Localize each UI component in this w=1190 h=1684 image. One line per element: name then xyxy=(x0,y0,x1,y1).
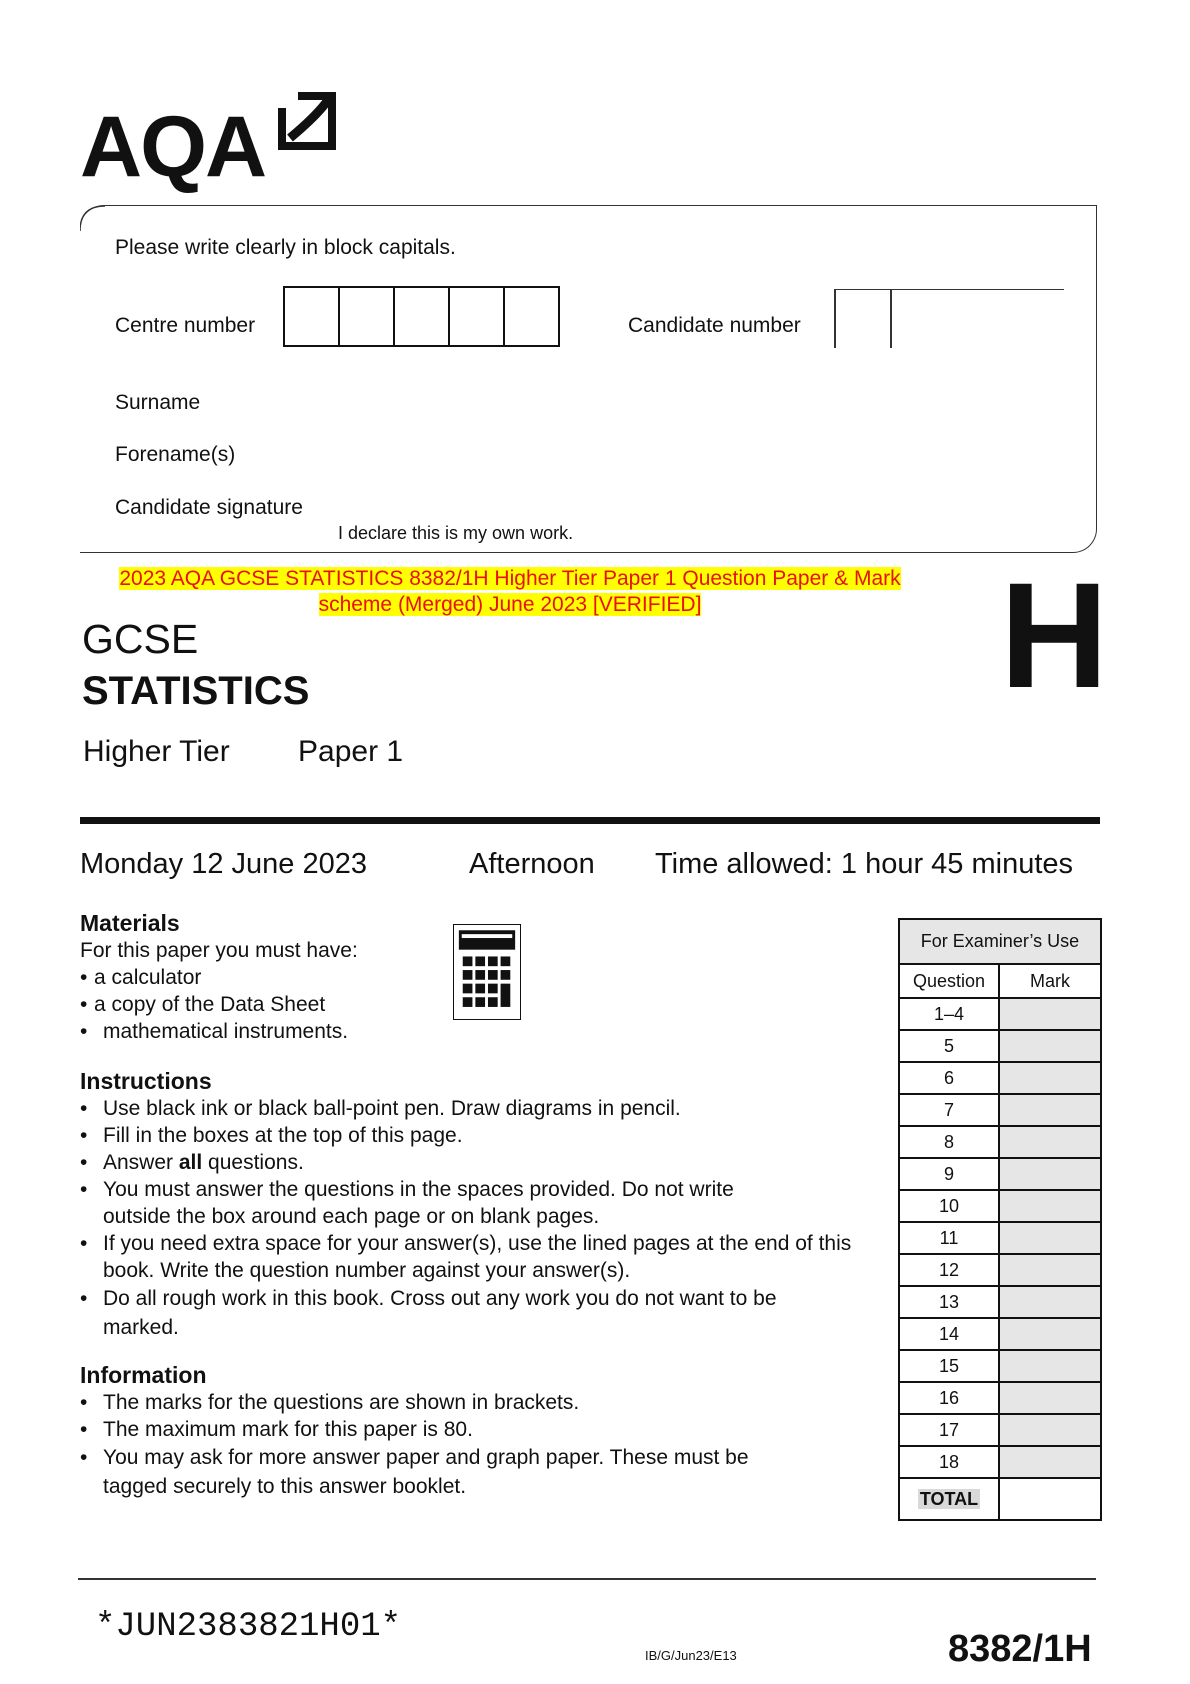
list-item: • Do all rough work in this book. Cross out any work you do not want to be marked. xyxy=(80,1284,783,1342)
mark-cell xyxy=(999,1094,1101,1126)
list-item xyxy=(80,1149,870,1176)
declaration-text: I declare this is my own work. xyxy=(338,523,574,543)
signature-label: Candidate signature xyxy=(115,496,303,519)
total-label: TOTAL xyxy=(899,1478,999,1520)
list-item: • a copy of the Data Sheet xyxy=(80,991,480,1018)
table-row xyxy=(899,1190,1101,1222)
question-number: 14 xyxy=(899,1318,999,1350)
question-number: 10 xyxy=(899,1190,999,1222)
table-row xyxy=(899,1318,1101,1350)
table-row xyxy=(899,1414,1101,1446)
information-title: Information xyxy=(80,1362,207,1388)
answer-post: questions. xyxy=(202,1151,304,1174)
table-row xyxy=(899,1350,1101,1382)
centre-number-digit[interactable] xyxy=(503,286,560,347)
answer-bold: all xyxy=(178,1151,203,1174)
tier-label: Higher Tier xyxy=(83,735,230,768)
list-item: • Fill in the boxes at the top of this page. xyxy=(80,1122,870,1149)
question-number: 1–4 xyxy=(899,998,999,1030)
question-number: 12 xyxy=(899,1254,999,1286)
exam-session: Afternoon xyxy=(469,848,595,880)
table-row xyxy=(899,1062,1101,1094)
question-number: 8 xyxy=(899,1126,999,1158)
table-row xyxy=(899,1382,1101,1414)
total-row xyxy=(899,1478,1101,1520)
list-item: • a calculator xyxy=(80,964,480,991)
list-item: • You must answer the questions in the spaces provided. Do not write outside the box around each page or on blank pages. xyxy=(80,1176,783,1230)
reference-code: IB/G/Jun23/E13 xyxy=(645,1648,737,1663)
mark-cell xyxy=(999,1030,1101,1062)
aqa-tick-icon xyxy=(278,92,336,150)
instructions-title: Instructions xyxy=(80,1068,212,1094)
exam-date: Monday 12 June 2023 xyxy=(80,848,367,880)
instructions-section xyxy=(80,1068,870,1342)
materials-intro: For this paper you must have: xyxy=(80,939,358,962)
list-item: • Use black ink or black ball-point pen. Draw diagrams in pencil. xyxy=(80,1095,870,1122)
list-item: • The marks for the questions are shown in brackets. xyxy=(80,1389,860,1416)
centre-number-boxes xyxy=(283,286,560,347)
footer-divider xyxy=(78,1578,1096,1580)
mark-cell xyxy=(999,1158,1101,1190)
paper-code: 8382/1H xyxy=(948,1628,1092,1670)
table-row xyxy=(899,1254,1101,1286)
table-row xyxy=(899,1094,1101,1126)
mark-cell xyxy=(999,1190,1101,1222)
mark-cell xyxy=(999,1350,1101,1382)
centre-number-label: Centre number xyxy=(115,314,256,337)
table-row xyxy=(899,1222,1101,1254)
box-corner-curve xyxy=(80,205,106,231)
time-allowed: Time allowed: 1 hour 45 minutes xyxy=(655,848,1074,880)
banner-line-2: scheme (Merged) June 2023 [VERIFIED] xyxy=(318,593,702,616)
mark-cell xyxy=(999,1446,1101,1478)
materials-title: Materials xyxy=(80,910,180,936)
candidate-number-label: Candidate number xyxy=(628,314,801,337)
qualification-title: GCSE xyxy=(82,616,199,662)
materials-section xyxy=(80,910,480,1045)
mark-cell xyxy=(999,1222,1101,1254)
mark-cell xyxy=(999,1382,1101,1414)
question-number: 13 xyxy=(899,1286,999,1318)
list-item: • The maximum mark for this paper is 80. xyxy=(80,1416,860,1443)
divider-thick xyxy=(80,817,1100,824)
mark-cell xyxy=(999,1414,1101,1446)
table-row xyxy=(899,1158,1101,1190)
question-number: 18 xyxy=(899,1446,999,1478)
table-row xyxy=(899,1446,1101,1478)
centre-number-digit[interactable] xyxy=(283,286,340,347)
subject-title: STATISTICS xyxy=(82,669,310,713)
question-number: 9 xyxy=(899,1158,999,1190)
mark-cell xyxy=(999,1318,1101,1350)
block-capitals-instruction: Please write clearly in block capitals. xyxy=(115,236,456,259)
examiner-use-table xyxy=(898,918,1102,1521)
barcode-text: *JUN2383821H01* xyxy=(95,1608,402,1646)
mark-cell xyxy=(999,1254,1101,1286)
table-row xyxy=(899,998,1101,1030)
instructions-list xyxy=(80,1095,870,1342)
forename-label: Forename(s) xyxy=(115,443,236,466)
title-banner xyxy=(80,566,940,618)
calculator-icon xyxy=(453,924,521,1020)
candidate-number-boxes[interactable] xyxy=(834,289,1064,348)
table-row xyxy=(899,1126,1101,1158)
question-number: 16 xyxy=(899,1382,999,1414)
surname-label: Surname xyxy=(115,391,201,414)
aqa-logo xyxy=(80,88,350,195)
banner-line-1: 2023 AQA GCSE STATISTICS 8382/1H Higher Tier Paper 1 Question Paper & Mark xyxy=(119,567,901,590)
mark-cell xyxy=(999,998,1101,1030)
list-item: • mathematical instruments. xyxy=(80,1018,480,1045)
answer-pre: Answer xyxy=(103,1151,179,1174)
table-row xyxy=(899,1030,1101,1062)
question-column-header: Question xyxy=(899,964,999,998)
question-number: 5 xyxy=(899,1030,999,1062)
list-item: • You may ask for more answer paper and graph paper. These must be tagged securely to this answer booklet. xyxy=(80,1443,803,1501)
information-section xyxy=(80,1362,860,1501)
question-number: 7 xyxy=(899,1094,999,1126)
mark-cell xyxy=(999,1126,1101,1158)
paper-number: Paper 1 xyxy=(298,735,404,768)
table-row xyxy=(899,1286,1101,1318)
mark-cell xyxy=(999,1286,1101,1318)
centre-number-digit[interactable] xyxy=(338,286,395,347)
total-mark-cell xyxy=(999,1478,1101,1520)
centre-number-digit[interactable] xyxy=(448,286,505,347)
materials-list xyxy=(80,964,480,1045)
centre-number-digit[interactable] xyxy=(393,286,450,347)
question-number: 15 xyxy=(899,1350,999,1382)
tier-letter: H xyxy=(1000,551,1109,719)
question-number: 17 xyxy=(899,1414,999,1446)
information-list xyxy=(80,1389,860,1501)
question-number: 6 xyxy=(899,1062,999,1094)
list-item: • If you need extra space for your answer(s), use the lined pages at the end of this book. Write the question number against your answer(s). xyxy=(80,1230,873,1284)
logo-text: AQA xyxy=(80,99,266,195)
examiner-title: For Examiner’s Use xyxy=(899,919,1101,964)
mark-column-header: Mark xyxy=(999,964,1101,998)
question-number: 11 xyxy=(899,1222,999,1254)
mark-cell xyxy=(999,1062,1101,1094)
